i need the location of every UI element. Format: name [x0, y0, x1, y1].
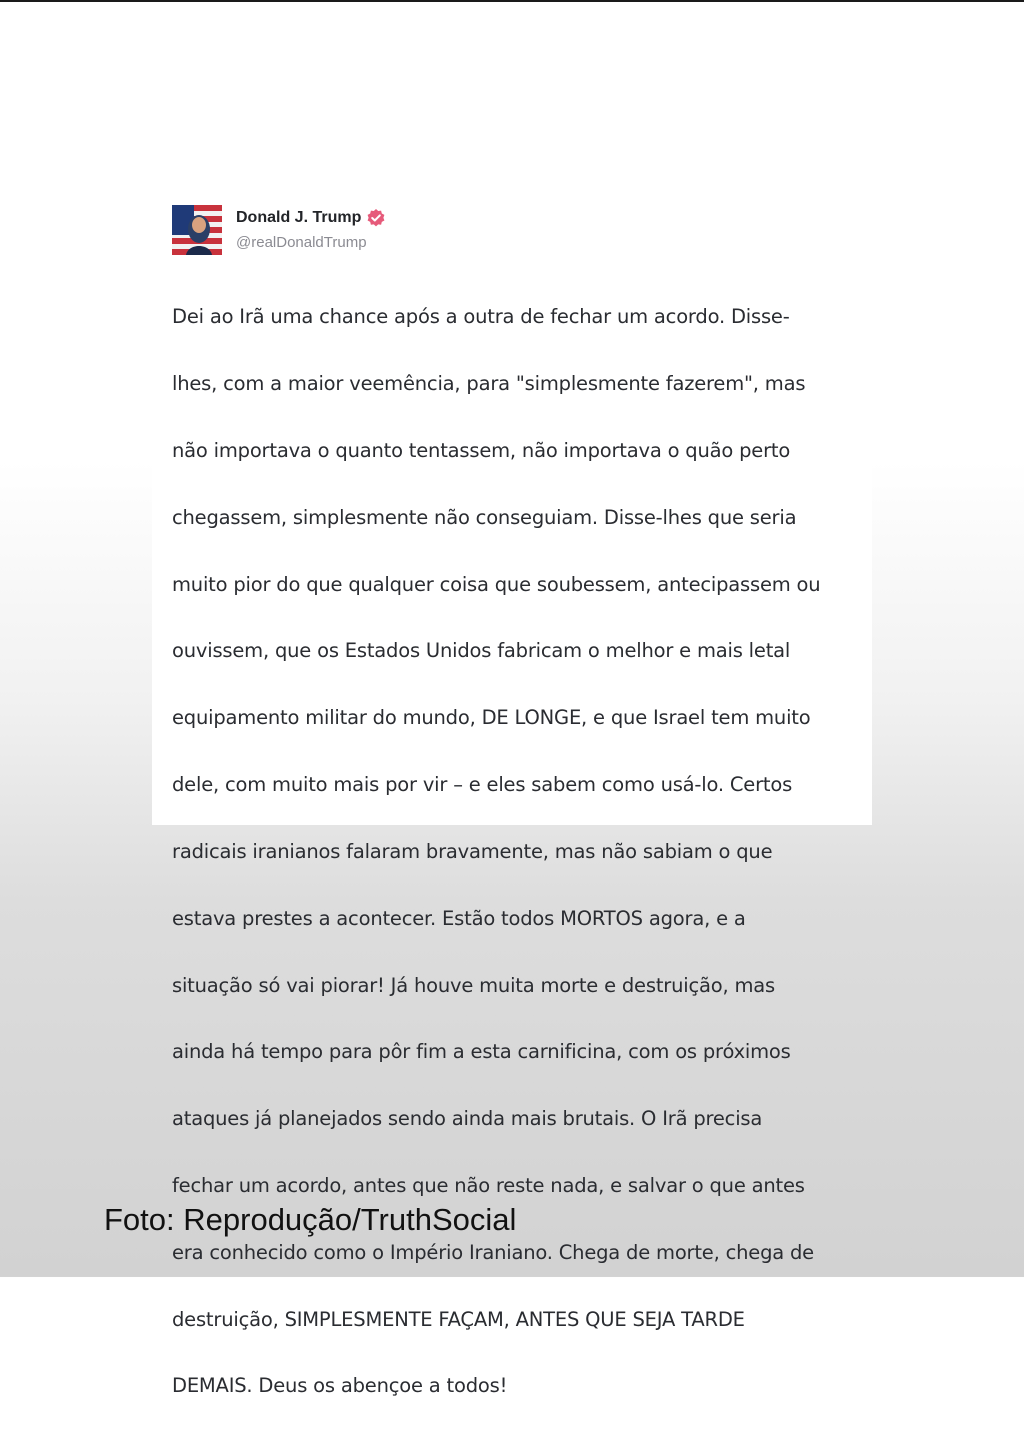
post-body-line: fechar um acordo, antes que não reste nada, e salvar o que antes — [172, 1173, 805, 1197]
post-body-line: Dei ao Irã uma chance após a outra de fechar um acordo. Disse- — [172, 305, 790, 329]
post-body-line: era conhecido como o Império Iraniano. Chega de morte, chega de — [172, 1240, 814, 1264]
author-name[interactable]: Donald J. Trump — [236, 208, 362, 226]
post-body-line: muito pior do que qualquer coisa que soubessem, antecipassem ou — [172, 572, 821, 596]
post-body-line: situação só vai piorar! Já houve muita morte e destruição, mas — [172, 973, 775, 997]
avatar[interactable] — [172, 205, 222, 255]
post-body-line: chegassem, simplesmente não conseguiam. Disse-lhes que seria — [172, 505, 797, 529]
post-body-line: radicais iranianos falaram bravamente, mas não sabiam o que — [172, 839, 773, 863]
author-handle[interactable]: @realDonaldTrump — [236, 233, 367, 251]
post-body-line: ataques já planejados sendo ainda mais brutais. O Irã precisa — [172, 1107, 763, 1131]
post-body-line: ainda há tempo para pôr fim a esta carnificina, com os próximos — [172, 1040, 791, 1064]
post-body-line: equipamento militar do mundo, DE LONGE, e que Israel tem muito — [172, 706, 811, 730]
post-body-line: DEMAIS. Deus os abençoe a todos! — [172, 1374, 508, 1398]
photo-credit-caption: Foto: Reprodução/TruthSocial — [104, 1202, 517, 1237]
top-border — [0, 0, 1024, 2]
post-body — [172, 267, 862, 1436]
post-body-line: destruição, SIMPLESMENTE FAÇAM, ANTES QUE SEJA TARDE — [172, 1307, 745, 1331]
post-body-line: dele, com muito mais por vir – e eles sabem como usá-lo. Certos — [172, 773, 793, 797]
post-header — [172, 205, 386, 255]
post-body-line: não importava o quanto tentassem, não importava o quão perto — [172, 439, 791, 463]
verified-badge-icon — [366, 208, 386, 228]
post-body-line: estava prestes a acontecer. Estão todos MORTOS agora, e a — [172, 906, 746, 930]
author-block — [236, 208, 386, 253]
author-row — [236, 208, 386, 228]
post-body-line: lhes, com a maior veemência, para "simplesmente fazerem", mas — [172, 372, 806, 396]
post-body-line: ouvissem, que os Estados Unidos fabricam o melhor e mais letal — [172, 639, 791, 663]
